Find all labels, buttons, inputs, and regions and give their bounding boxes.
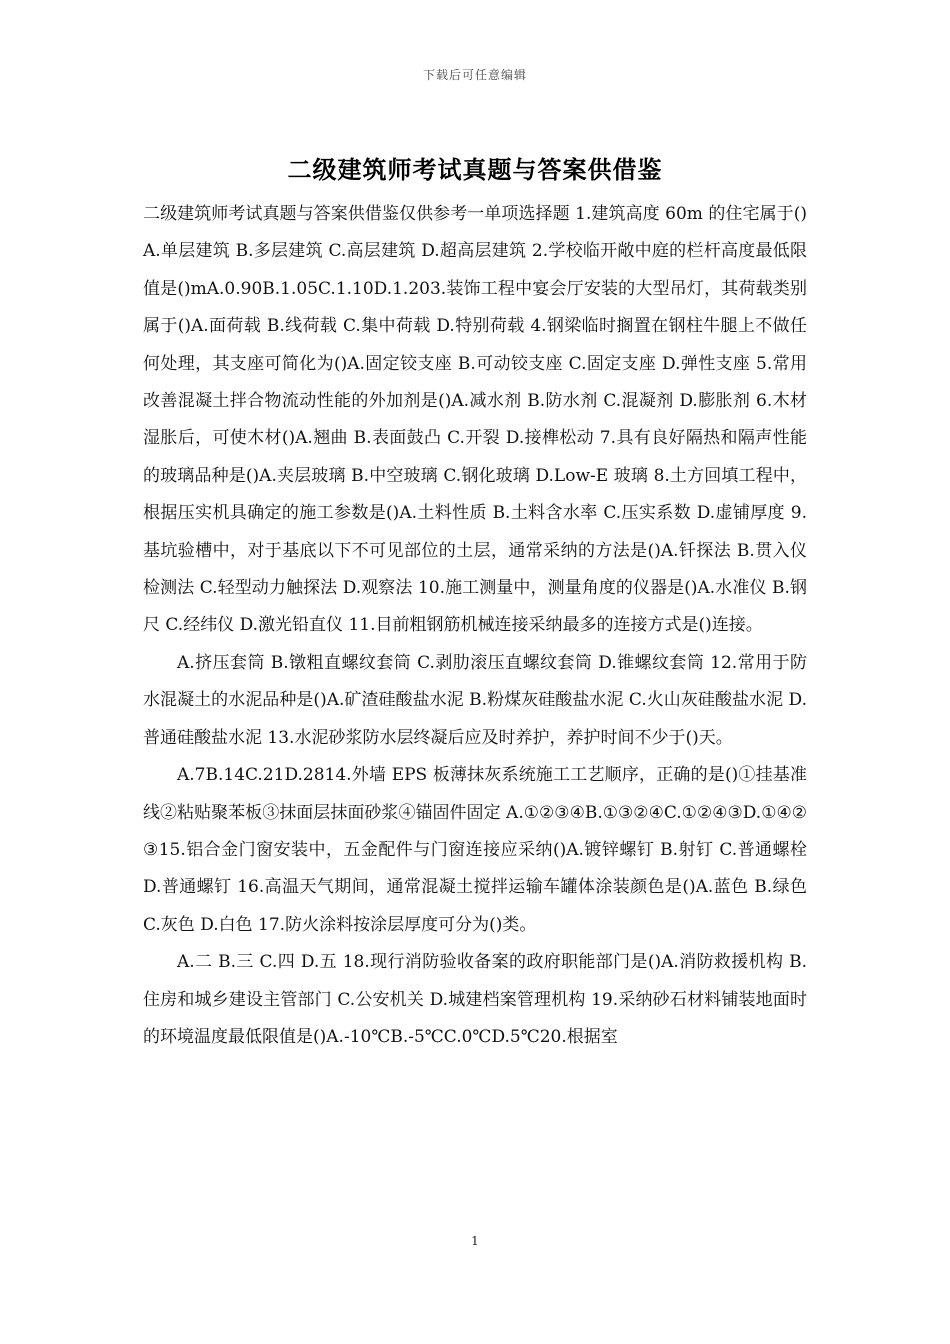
document-title: 二级建筑师考试真题与答案供借鉴 [287, 156, 663, 184]
page-number: 1 [471, 1234, 479, 1248]
paragraph-3: A.7B.14C.21D.2814.外墙 EPS 板薄抹灰系统施工工艺顺序，正确的是()①挂基准线②粘贴聚苯板③抹面层抹面砂浆④锚固件固定 A.①②③④B.①③②④C.①②④③D.①④②③15.铝合金门窗安装中，五金配件与门窗连接应采纳()A.镀锌螺钉 B.射钉 C.普通螺栓 D.普通螺钉 16.高温天气期间，通常混凝土搅拌运输车罐体涂装颜色是()A.蓝色 B.绿色 C.灰色 D.白色 17.防火涂料按涂层厚度可分为()类。 [143, 765, 807, 935]
paragraph-4: A.二 B.三 C.四 D.五 18.现行消防验收备案的政府职能部门是()A.消防救援机构 B.住房和城乡建设主管部门 C.公安机关 D.城建档案管理机构 19.采纳砂石材料铺装地面时的环境温度最低限值是()A.-10℃B.-5℃C.0℃D.5℃20.根据室 [143, 952, 807, 1047]
header-note: 下载后可任意编辑 [422, 68, 527, 82]
document-body [143, 196, 807, 1056]
paragraph-1: 二级建筑师考试真题与答案供借鉴仅供参考一单项选择题 1.建筑高度 60m 的住宅属于()A.单层建筑 B.多层建筑 C.高层建筑 D.超高层建筑 2.学校临开敞中庭的栏杆高度最低限值是()mA.0.90B.1.05C.1.10D.1.203.装饰工程中宴会厅安装的大型吊灯，其荷载类别属于()A.面荷载 B.线荷载 C.集中荷载 D.特别荷载 4.钢梁临时搁置在钢柱牛腿上不做任何处理，其支座可简化为()A.固定铰支座 B.可动铰支座 C.固定支座 D.弹性支座 5.常用改善混凝土拌合物流动性能的外加剂是()A.减水剂 B.防水剂 C.混凝剂 D.膨胀剂 6.木材湿胀后，可使木材()A.翘曲 B.表面鼓凸 C.开裂 D.接榫松动 7.具有良好隔热和隔声性能的玻璃品种是()A.夹层玻璃 B.中空玻璃 C.钢化玻璃 D.Low-E 玻璃 8.土方回填工程中，根据压实机具确定的施工参数是()A.土料性质 B.土料含水率 C.压实系数 D.虚铺厚度 9.基坑验槽中，对于基底以下不可见部位的土层，通常采纳的方法是()A.钎探法 B.贯入仪检测法 C.轻型动力触探法 D.观察法 10.施工测量中，测量角度的仪器是()A.水准仪 B.钢尺 C.经纬仪 D.激光铅直仪 11.目前粗钢筋机械连接采纳最多的连接方式是()连接。 [143, 204, 807, 636]
paragraph-2: A.挤压套筒 B.镦粗直螺纹套筒 C.剥肋滚压直螺纹套筒 D.锥螺纹套筒 12.常用于防水混凝土的水泥品种是()A.矿渣硅酸盐水泥 B.粉煤灰硅酸盐水泥 C.火山灰硅酸盐水泥 D.普通硅酸盐水泥 13.水泥砂浆防水层终凝后应及时养护，养护时间不少于()天。 [143, 652, 807, 748]
